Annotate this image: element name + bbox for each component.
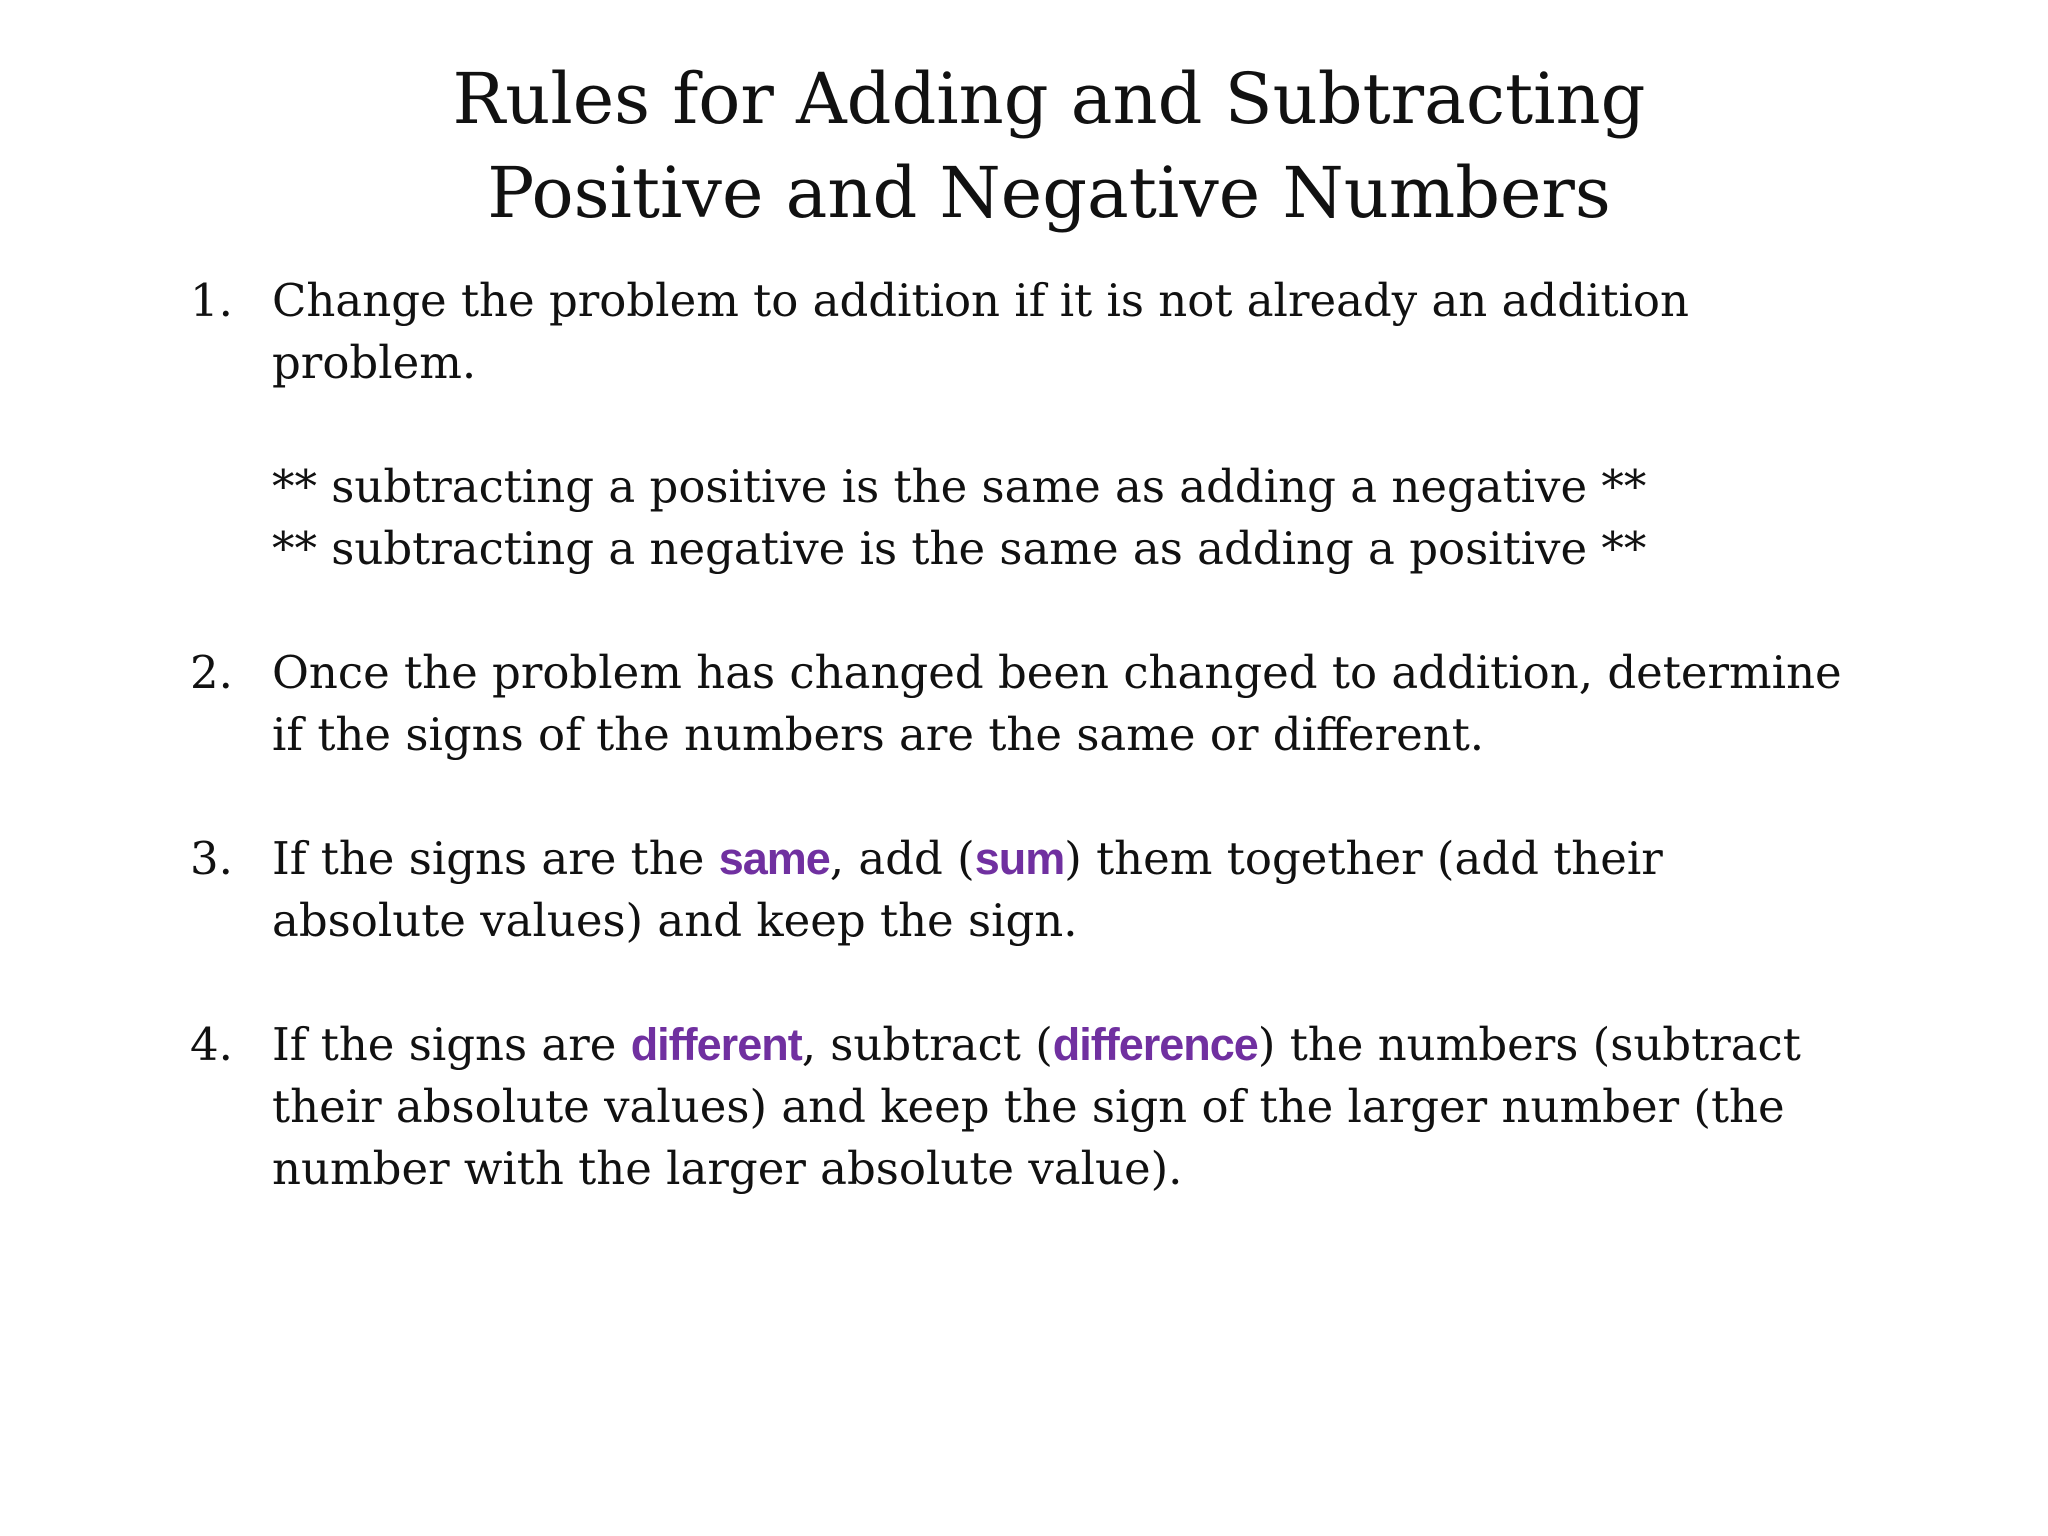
highlight-sum: sum: [974, 833, 1065, 884]
rule-text: [272, 828, 1850, 952]
rule-number: 1.: [190, 274, 233, 327]
highlight-difference: difference: [1052, 1019, 1258, 1070]
rule-text: Once the problem has changed been changed to addition, determine if the signs of the numbers are the same or different.: [272, 646, 1842, 761]
rule-text-part: , add (: [829, 832, 975, 885]
slide-title: [0, 52, 2048, 240]
highlight-different: different: [630, 1019, 802, 1070]
rule-number: 4.: [190, 1018, 233, 1071]
rule-1-notes: [272, 456, 1850, 580]
highlight-same: same: [718, 833, 830, 884]
note-subtracting-positive: ** subtracting a positive is the same as adding a negative **: [272, 460, 1647, 513]
rules-list: [190, 270, 1850, 1200]
rule-1: [190, 270, 1850, 580]
rule-text: Change the problem to addition if it is not already an addition problem.: [272, 274, 1689, 389]
rule-3: [190, 828, 1850, 952]
rule-text-part: If the signs are the: [272, 832, 719, 885]
rule-number: 3.: [190, 832, 233, 885]
rule-text-part: , subtract (: [801, 1018, 1053, 1071]
rule-4: [190, 1014, 1850, 1200]
rule-text-part: ) them together (add their absolute values) and keep the sign.: [272, 832, 1663, 947]
rule-text: [272, 1014, 1850, 1200]
rule-number: 2.: [190, 646, 233, 699]
title-line-2: Positive and Negative Numbers: [487, 152, 1611, 234]
note-subtracting-negative: ** subtracting a negative is the same as adding a positive **: [272, 522, 1647, 575]
rule-2: [190, 642, 1850, 766]
rule-text-part: ) the numbers (subtract their absolute values) and keep the sign of the larger number (the number with the larger absolute value).: [272, 1018, 1801, 1195]
title-line-1: Rules for Adding and Subtracting: [452, 58, 1646, 140]
rule-text-part: If the signs are: [272, 1018, 631, 1071]
